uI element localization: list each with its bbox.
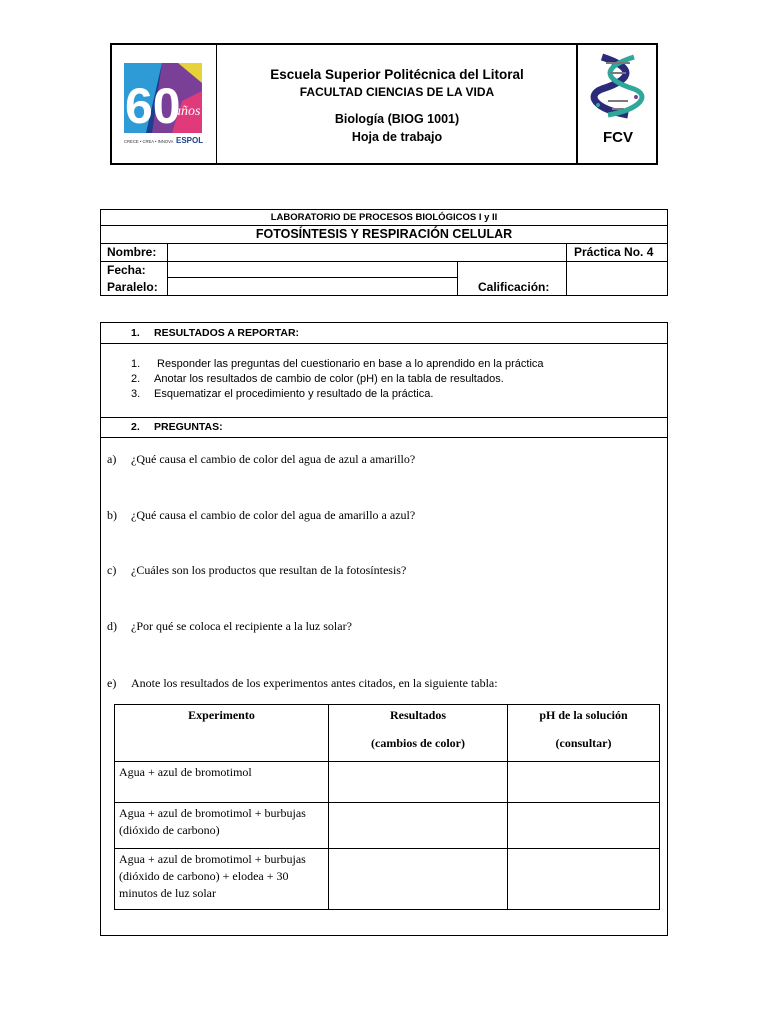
- logo-number: 60: [125, 78, 181, 134]
- question-e: e) Anote los resultados de los experimentos antes citados, en la siguiente tabla:: [107, 676, 498, 690]
- results-cell[interactable]: [329, 848, 508, 909]
- parallel-label: Paralelo:: [107, 280, 158, 294]
- col-header-results: Resultados (cambios de color): [329, 705, 508, 762]
- document-type: Hoja de trabajo: [351, 130, 443, 144]
- institution-name: Escuela Superior Politécnica del Litoral: [270, 67, 524, 82]
- fcv-dna-logo: [588, 53, 648, 127]
- instruction-item: 2. Anotar los resultados de cambio de color (pH) en la tabla de resultados.: [131, 373, 504, 385]
- name-field[interactable]: [168, 244, 565, 260]
- experiment-table: [114, 704, 660, 910]
- experiment-cell: Agua + azul de bromotimol: [115, 762, 329, 803]
- question-d: d) ¿Por qué se coloca el recipiente a la luz solar?: [107, 619, 352, 633]
- date-field[interactable]: [168, 262, 456, 276]
- results-cell[interactable]: [329, 803, 508, 848]
- table-row: [115, 848, 660, 909]
- lab-title: LABORATORIO DE PROCESOS BIOLÓGICOS I y II: [270, 212, 498, 223]
- parallel-field[interactable]: [168, 278, 456, 295]
- course-name: Biología (BIOG 1001): [334, 112, 460, 126]
- section2-heading: 2. PREGUNTAS:: [131, 421, 223, 433]
- results-section: [100, 322, 668, 936]
- ph-cell[interactable]: [508, 762, 660, 803]
- results-cell[interactable]: [329, 762, 508, 803]
- grade-field[interactable]: [567, 262, 667, 296]
- grade-label: Calificación:: [478, 280, 550, 294]
- col-header-experiment: Experimento: [115, 705, 329, 762]
- logo-word: años: [174, 104, 201, 119]
- question-a: a) ¿Qué causa el cambio de color del agua de azul a amarillo?: [107, 452, 416, 466]
- table-row: [115, 803, 660, 848]
- table-header-row: [115, 705, 660, 762]
- section1-heading: 1. RESULTADOS A REPORTAR:: [131, 327, 300, 339]
- experiment-cell: Agua + azul de bromotimol + burbujas (dióxido de carbono): [115, 803, 329, 848]
- instruction-item: 3. Esquematizar el procedimiento y resultado de la práctica.: [131, 388, 434, 400]
- logo-tagline: CRECE • CREA • INNOVA: [124, 139, 174, 144]
- practice-number: Práctica No. 4: [574, 245, 654, 259]
- fcv-label: FCV: [603, 129, 633, 146]
- logo-brand: ESPOL: [176, 136, 204, 145]
- espol-60-anos-logo: [122, 61, 204, 147]
- practice-title: FOTOSÍNTESIS Y RESPIRACIÓN CELULAR: [255, 227, 513, 241]
- date-label: Fecha:: [107, 263, 146, 277]
- ph-cell[interactable]: [508, 848, 660, 909]
- experiment-cell: Agua + azul de bromotimol + burbujas (dióxido de carbono) + elodea + 30 minutos de luz solar: [115, 848, 329, 909]
- col-header-ph: pH de la solución (consultar): [508, 705, 660, 762]
- question-b: b) ¿Qué causa el cambio de color del agua de amarillo a azul?: [107, 508, 416, 522]
- document-header: [110, 43, 658, 165]
- ph-cell[interactable]: [508, 803, 660, 848]
- instruction-item: 1. Responder las preguntas del cuestionario en base a lo aprendido en la práctica: [131, 358, 544, 370]
- name-label: Nombre:: [107, 245, 157, 259]
- student-info-table: [100, 209, 668, 296]
- faculty-name: FACULTAD CIENCIAS DE LA VIDA: [299, 85, 495, 99]
- question-c: c) ¿Cuáles son los productos que resultan de la fotosíntesis?: [107, 563, 407, 577]
- table-row: [115, 762, 660, 803]
